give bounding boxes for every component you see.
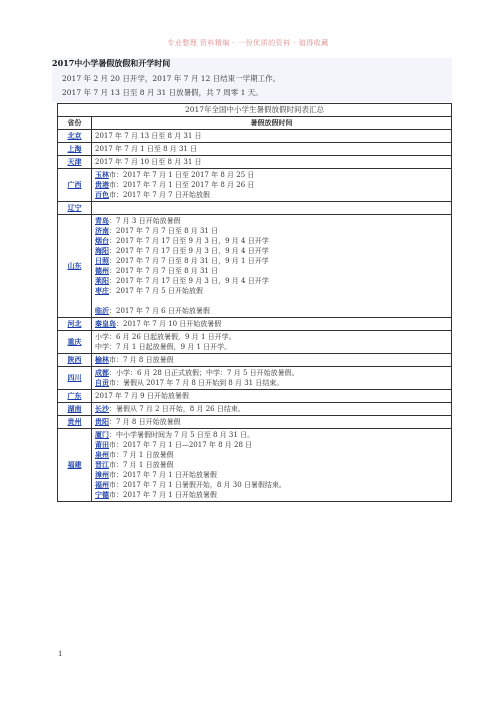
vacation-time-cell bbox=[92, 215, 452, 318]
time-line bbox=[95, 430, 448, 440]
time-line bbox=[95, 368, 448, 378]
header-watermark: 专业整理 资料精编 · 一份优质的资料 · 值得收藏 bbox=[167, 39, 329, 47]
time-text: 市：2017 年 7 月 1 日开始放暑假 bbox=[109, 471, 217, 479]
province-link[interactable]: 广东 bbox=[58, 390, 92, 403]
province-link[interactable]: 贵州 bbox=[58, 416, 92, 429]
time-line bbox=[95, 226, 448, 236]
table-row bbox=[58, 416, 452, 429]
time-line bbox=[95, 266, 448, 276]
city-link[interactable]: 秦皇岛 bbox=[95, 319, 116, 328]
province-link[interactable]: 陕西 bbox=[58, 354, 92, 367]
time-line bbox=[95, 440, 448, 450]
city-link[interactable]: 泉州 bbox=[95, 450, 109, 459]
city-link[interactable]: 百色 bbox=[95, 190, 109, 199]
province-link[interactable]: 山东 bbox=[58, 215, 92, 318]
table-row bbox=[58, 390, 452, 403]
time-text: ：中小学暑假时间为 7 月 5 日至 8 月 31 日。 bbox=[109, 431, 255, 439]
city-link[interactable]: 莆田 bbox=[95, 440, 109, 449]
time-text: 市：7 月 1 日放暑假 bbox=[109, 451, 174, 459]
city-link[interactable]: 临沂 bbox=[95, 306, 109, 315]
time-line bbox=[95, 470, 448, 480]
table-row bbox=[58, 403, 452, 416]
time-line bbox=[95, 246, 448, 256]
intro-paragraph-2: 2017 年 7 月 13 日至 8 月 31 日放暑假，共 7 周零 1 天。 bbox=[62, 88, 263, 97]
time-line bbox=[95, 296, 448, 306]
vacation-time-cell bbox=[92, 202, 452, 215]
time-text: ：2017 年 7 月 17 日至 9 月 3 日，9 月 4 日开学 bbox=[109, 247, 269, 255]
time-line bbox=[95, 490, 448, 500]
intro-paragraph-1: 2017 年 2 月 20 日开学，2017 年 7 月 12 日结束一学期工作。 bbox=[62, 74, 281, 83]
time-line bbox=[95, 236, 448, 246]
time-line bbox=[95, 319, 448, 329]
time-line bbox=[95, 190, 448, 200]
vacation-time-cell bbox=[92, 429, 452, 502]
city-link[interactable]: 贵港 bbox=[95, 180, 109, 189]
city-link[interactable]: 贵阳 bbox=[95, 417, 109, 426]
table-caption: 2017年全国中小学生暑假放假时间表汇总 bbox=[58, 104, 452, 117]
time-text: ：2017 年 7 月 5 日开始放假 bbox=[109, 287, 203, 295]
city-link[interactable]: 宁德 bbox=[95, 490, 109, 499]
city-link[interactable]: 成都 bbox=[95, 368, 109, 377]
document-intro bbox=[52, 58, 452, 102]
time-text: 中学：7 月 1 日起放暑假，9 月 1 日开学。 bbox=[95, 343, 232, 351]
table-row bbox=[58, 156, 452, 169]
city-link[interactable]: 莱阳 bbox=[95, 276, 109, 285]
time-line bbox=[95, 170, 448, 180]
table-row bbox=[58, 331, 452, 354]
city-link[interactable]: 青岛 bbox=[95, 216, 109, 225]
time-line bbox=[95, 332, 448, 342]
province-link[interactable]: 辽宁 bbox=[58, 202, 92, 215]
time-line bbox=[95, 131, 448, 141]
city-link[interactable]: 枣庄 bbox=[95, 286, 109, 295]
time-text: 市：2017 年 7 月 1 日暑假开始，8 月 30 日暑假结束。 bbox=[109, 481, 286, 489]
table-body bbox=[58, 130, 452, 502]
time-line bbox=[95, 342, 448, 352]
province-link[interactable]: 湖南 bbox=[58, 403, 92, 416]
city-link[interactable]: 济南 bbox=[95, 226, 109, 235]
time-line bbox=[95, 450, 448, 460]
time-text: 2017 年 7 月 10 日至 8 月 31 日 bbox=[95, 158, 202, 166]
time-text: ：7 月 8 日开始放暑假 bbox=[109, 418, 181, 426]
time-text: 市：2017 年 7 月 1 日至 2017 年 8 月 25 日 bbox=[109, 171, 255, 179]
city-link[interactable]: 日照 bbox=[95, 256, 109, 265]
vacation-time-cell bbox=[92, 390, 452, 403]
time-text: ：2017 年 7 月 7 日至 8 月 31 日，9 月 1 日开学 bbox=[109, 257, 269, 265]
time-text: 小学：6 月 26 日起放暑假，9 月 1 日开学。 bbox=[95, 333, 236, 341]
time-line bbox=[95, 378, 448, 388]
city-link[interactable]: 玉林 bbox=[95, 170, 109, 179]
document-title: 2017中小学暑假放假和开学时间 bbox=[52, 58, 171, 68]
column-header-time: 暑假放假时间 bbox=[92, 117, 452, 130]
city-link[interactable]: 德州 bbox=[95, 266, 109, 275]
time-text: 市：暑假从 2017 年 7 月 8 日开始到 8 月 31 日结束。 bbox=[109, 379, 284, 387]
time-text: ：2017 年 7 月 6 日开始放暑假 bbox=[109, 307, 210, 315]
time-line bbox=[95, 417, 448, 427]
province-link[interactable]: 上海 bbox=[58, 143, 92, 156]
time-line bbox=[95, 404, 448, 414]
vacation-table bbox=[57, 103, 452, 502]
time-text: ：2017 年 7 月 17 日至 9 月 3 日，9 月 4 日开学 bbox=[109, 237, 269, 245]
time-line bbox=[95, 355, 448, 365]
province-link[interactable]: 河北 bbox=[58, 318, 92, 331]
vacation-time-cell bbox=[92, 403, 452, 416]
city-link[interactable]: 晋江 bbox=[95, 460, 109, 469]
time-line bbox=[95, 480, 448, 490]
time-line bbox=[95, 180, 448, 190]
time-text: 市：2017 年 7 月 1 日—2017 年 8 月 28 日 bbox=[109, 441, 253, 449]
city-link[interactable]: 福州 bbox=[95, 480, 109, 489]
time-text: ：小学：6 月 28 日正式放假；中学：7 月 5 日开始放暑假。 bbox=[109, 369, 299, 377]
time-line bbox=[95, 276, 448, 286]
table-row bbox=[58, 429, 452, 502]
time-text: ：2017 年 7 月 10 日开始放暑假 bbox=[116, 320, 222, 328]
table-row bbox=[58, 143, 452, 156]
province-link[interactable]: 北京 bbox=[58, 130, 92, 143]
time-text: ：2017 年 7 月 7 日至 8 月 31 日 bbox=[109, 267, 219, 275]
time-text: 市：7 月 8 日放暑假 bbox=[109, 356, 174, 364]
city-link[interactable]: 漳州 bbox=[95, 470, 109, 479]
vacation-time-cell bbox=[92, 130, 452, 143]
province-link[interactable]: 福建 bbox=[58, 429, 92, 502]
time-line bbox=[95, 157, 448, 167]
vacation-time-cell bbox=[92, 416, 452, 429]
time-text: 市：2017 年 7 月 1 日至 2017 年 8 月 26 日 bbox=[109, 181, 255, 189]
time-text: ：7 月 3 日开始放暑假 bbox=[109, 217, 181, 225]
province-link[interactable]: 广西 bbox=[58, 169, 92, 202]
time-text: 2017 年 7 月 13 日至 8 月 31 日 bbox=[95, 132, 202, 140]
time-line bbox=[95, 286, 448, 296]
time-line bbox=[95, 460, 448, 470]
table-row bbox=[58, 130, 452, 143]
vacation-time-cell bbox=[92, 367, 452, 390]
city-link[interactable]: 厦门 bbox=[95, 430, 109, 439]
vacation-time-cell bbox=[92, 143, 452, 156]
time-text: ：2017 年 7 月 7 日至 8 月 31 日 bbox=[109, 227, 219, 235]
time-line bbox=[95, 203, 448, 213]
table-row bbox=[58, 215, 452, 318]
city-link[interactable]: 烟台 bbox=[95, 236, 109, 245]
table-row bbox=[58, 367, 452, 390]
time-text: ：暑假从 7 月 2 日开始，8 月 26 日结束。 bbox=[109, 405, 245, 413]
time-line bbox=[95, 256, 448, 266]
page-number: 1 bbox=[58, 650, 63, 658]
vacation-time-cell bbox=[92, 169, 452, 202]
vacation-time-cell bbox=[92, 331, 452, 354]
time-line bbox=[95, 216, 448, 226]
vacation-time-cell bbox=[92, 156, 452, 169]
table-row bbox=[58, 318, 452, 331]
table-row bbox=[58, 354, 452, 367]
time-text: 2017 年 7 月 9 日开始放暑假 bbox=[95, 392, 189, 400]
time-line bbox=[95, 306, 448, 316]
city-link[interactable]: 海阳 bbox=[95, 246, 109, 255]
table-row bbox=[58, 202, 452, 215]
time-text: ：2017 年 7 月 17 日至 9 月 3 日，9 月 4 日开学 bbox=[109, 277, 269, 285]
time-text: 2017 年 7 月 1 日至 8 月 31 日 bbox=[95, 145, 198, 153]
city-link[interactable]: 长沙 bbox=[95, 404, 109, 413]
time-text: 市：2017 年 7 月 1 日开始放暑假 bbox=[109, 491, 217, 499]
time-text: 市：7 月 1 日放暑假 bbox=[109, 461, 174, 469]
time-line bbox=[95, 144, 448, 154]
column-header-province: 省份 bbox=[58, 117, 92, 130]
table-row bbox=[58, 169, 452, 202]
city-link[interactable]: 自贡 bbox=[95, 378, 109, 387]
province-link[interactable]: 重庆 bbox=[58, 331, 92, 354]
vacation-time-cell bbox=[92, 318, 452, 331]
vacation-time-cell bbox=[92, 354, 452, 367]
time-text: 市：2017 年 7 月 7 日开始放假 bbox=[109, 191, 210, 199]
province-link[interactable]: 四川 bbox=[58, 367, 92, 390]
time-line bbox=[95, 391, 448, 401]
province-link[interactable]: 天津 bbox=[58, 156, 92, 169]
city-link[interactable]: 榆林 bbox=[95, 355, 109, 364]
